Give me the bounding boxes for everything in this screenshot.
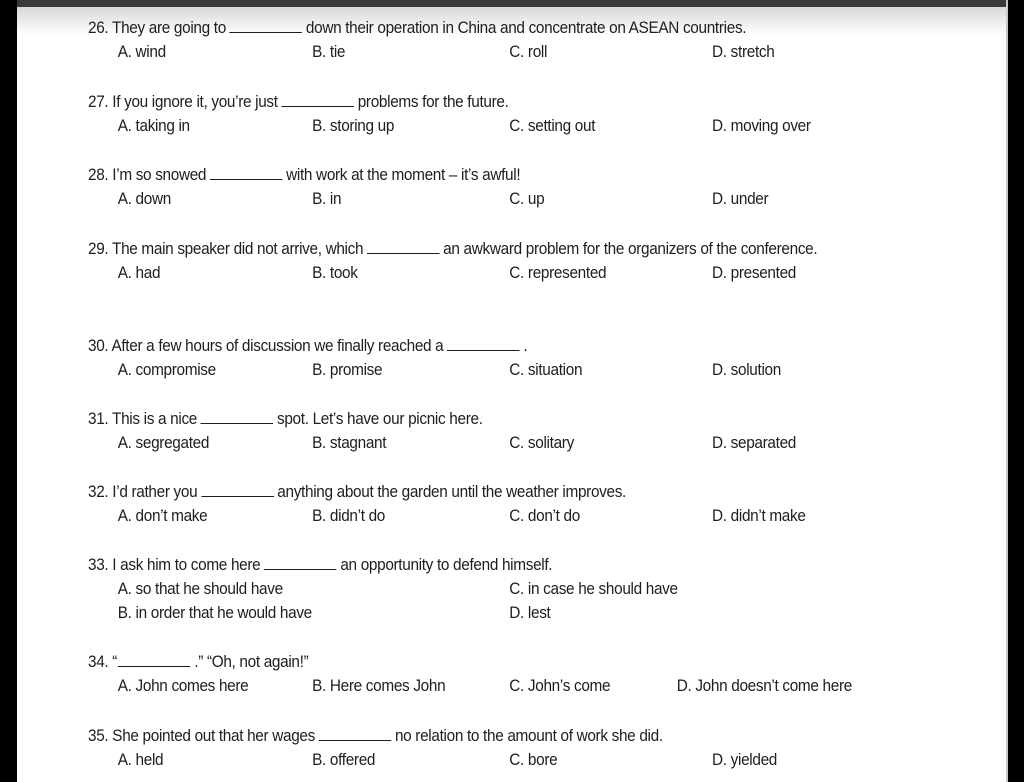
option-b[interactable]: B. in [312, 190, 342, 208]
question-stem [88, 651, 869, 674]
stem-after: . [523, 337, 528, 355]
stem-after: problems for the future. [357, 93, 509, 111]
question-35 [88, 725, 869, 772]
question-34 [88, 651, 869, 698]
option-b[interactable]: B. promise [312, 361, 383, 379]
option-d[interactable]: D. solution [712, 361, 781, 379]
answer-blank [118, 652, 191, 667]
option-d[interactable]: D. under [712, 190, 769, 208]
question-number: 32. [88, 483, 109, 501]
question-32 [88, 481, 869, 528]
option-b[interactable]: B. stagnant [312, 434, 387, 452]
question-30 [88, 335, 869, 382]
option-d[interactable]: D. moving over [712, 117, 811, 135]
option-b[interactable]: B. offered [312, 751, 376, 769]
question-stem [88, 725, 869, 748]
answer-blank [319, 726, 392, 741]
answer-blank [201, 409, 274, 424]
options-row [88, 358, 869, 382]
stem-after: no relation to the amount of work she did. [394, 727, 663, 745]
question-33 [88, 554, 869, 625]
stem-before: This is a nice [112, 410, 198, 428]
question-number: 31. [88, 410, 109, 428]
option-b[interactable]: B. Here comes John [312, 677, 446, 695]
options-row [88, 40, 869, 64]
option-b[interactable]: B. took [312, 264, 358, 282]
stem-before: They are going to [112, 19, 226, 37]
question-stem [88, 17, 869, 40]
question-number: 26. [88, 19, 109, 37]
answer-blank [230, 18, 303, 33]
options-row [88, 674, 869, 698]
option-c[interactable]: C. roll [509, 43, 548, 61]
options-row [88, 504, 869, 528]
options-row [88, 431, 869, 455]
option-b[interactable]: B. in order that he would have [117, 604, 312, 622]
option-a[interactable]: A. don’t make [117, 507, 208, 525]
question-29 [88, 238, 869, 285]
answer-blank [210, 165, 283, 180]
option-d[interactable]: D. stretch [712, 43, 775, 61]
stem-after: .” “Oh, not again!” [194, 653, 309, 671]
stem-before: I ask him to come here [112, 556, 261, 574]
option-c[interactable]: C. in case he should have [509, 580, 678, 598]
stem-after: an awkward problem for the organizers of the conference. [443, 240, 818, 258]
option-a[interactable]: A. John comes here [117, 677, 249, 695]
stem-after: anything about the garden until the weather improves. [277, 483, 626, 501]
question-number: 27. [88, 93, 109, 111]
option-a[interactable]: A. had [117, 264, 161, 282]
option-a[interactable]: A. wind [117, 43, 166, 61]
option-a[interactable]: A. compromise [117, 361, 216, 379]
option-c[interactable]: C. John’s come [509, 677, 611, 695]
option-b[interactable]: B. tie [312, 43, 346, 61]
question-stem [88, 408, 869, 431]
options-row [88, 577, 869, 601]
question-stem [88, 91, 869, 114]
option-c[interactable]: C. situation [509, 361, 583, 379]
answer-blank [281, 92, 354, 107]
option-c[interactable]: C. represented [509, 264, 607, 282]
question-stem [88, 238, 906, 261]
stem-after: spot. Let’s have our picnic here. [276, 410, 483, 428]
question-27 [88, 91, 869, 138]
options-row [88, 748, 869, 772]
question-stem [88, 554, 869, 577]
options-row [88, 261, 869, 285]
stem-before: After a few hours of discussion we finally reached a [111, 337, 444, 355]
question-number: 33. [88, 556, 109, 574]
question-stem [88, 164, 869, 187]
question-number: 35. [88, 727, 109, 745]
page-edge [1006, 0, 1008, 782]
option-c[interactable]: C. don’t do [509, 507, 580, 525]
option-c[interactable]: C. bore [509, 751, 558, 769]
options-row [88, 601, 869, 625]
stem-before: “ [112, 653, 118, 671]
stem-after: with work at the moment – it’s awful! [286, 166, 521, 184]
stem-before: She pointed out that her wages [112, 727, 315, 745]
option-c[interactable]: C. setting out [509, 117, 596, 135]
question-number: 29. [88, 240, 109, 258]
option-a[interactable]: A. taking in [117, 117, 190, 135]
question-31 [88, 408, 869, 455]
option-b[interactable]: B. didn’t do [312, 507, 386, 525]
answer-blank [367, 239, 440, 254]
options-row [88, 187, 869, 211]
option-d[interactable]: D. lest [509, 604, 551, 622]
question-stem [88, 481, 869, 504]
document-page [17, 0, 1008, 782]
question-stem [88, 335, 869, 358]
option-d[interactable]: D. yielded [712, 751, 778, 769]
viewer-top-bar [17, 0, 1008, 7]
answer-blank [447, 336, 520, 351]
question-number: 30. [88, 337, 109, 355]
option-a[interactable]: A. so that he should have [117, 580, 283, 598]
option-d[interactable]: D. separated [712, 434, 796, 452]
stem-after: down their operation in China and concentrate on ASEAN countries. [305, 19, 747, 37]
question-number: 34. [88, 653, 109, 671]
options-row [88, 114, 869, 138]
stem-before: I’d rather you [112, 483, 198, 501]
option-d[interactable]: D. presented [712, 264, 796, 282]
stem-after: an opportunity to defend himself. [340, 556, 553, 574]
answer-blank [201, 482, 274, 497]
option-d[interactable]: D. John doesn’t come here [676, 677, 852, 695]
answer-blank [264, 555, 337, 570]
option-c[interactable]: C. solitary [509, 434, 574, 452]
question-26 [88, 17, 869, 64]
option-b[interactable]: B. storing up [312, 117, 395, 135]
option-a[interactable]: A. down [117, 190, 171, 208]
option-a[interactable]: A. held [117, 751, 164, 769]
question-28 [88, 164, 869, 211]
question-number: 28. [88, 166, 109, 184]
stem-before: The main speaker did not arrive, which [112, 240, 364, 258]
option-a[interactable]: A. segregated [117, 434, 210, 452]
option-d[interactable]: D. didn’t make [712, 507, 806, 525]
stem-before: I’m so snowed [112, 166, 207, 184]
stem-before: If you ignore it, you’re just [112, 93, 278, 111]
option-c[interactable]: C. up [509, 190, 545, 208]
